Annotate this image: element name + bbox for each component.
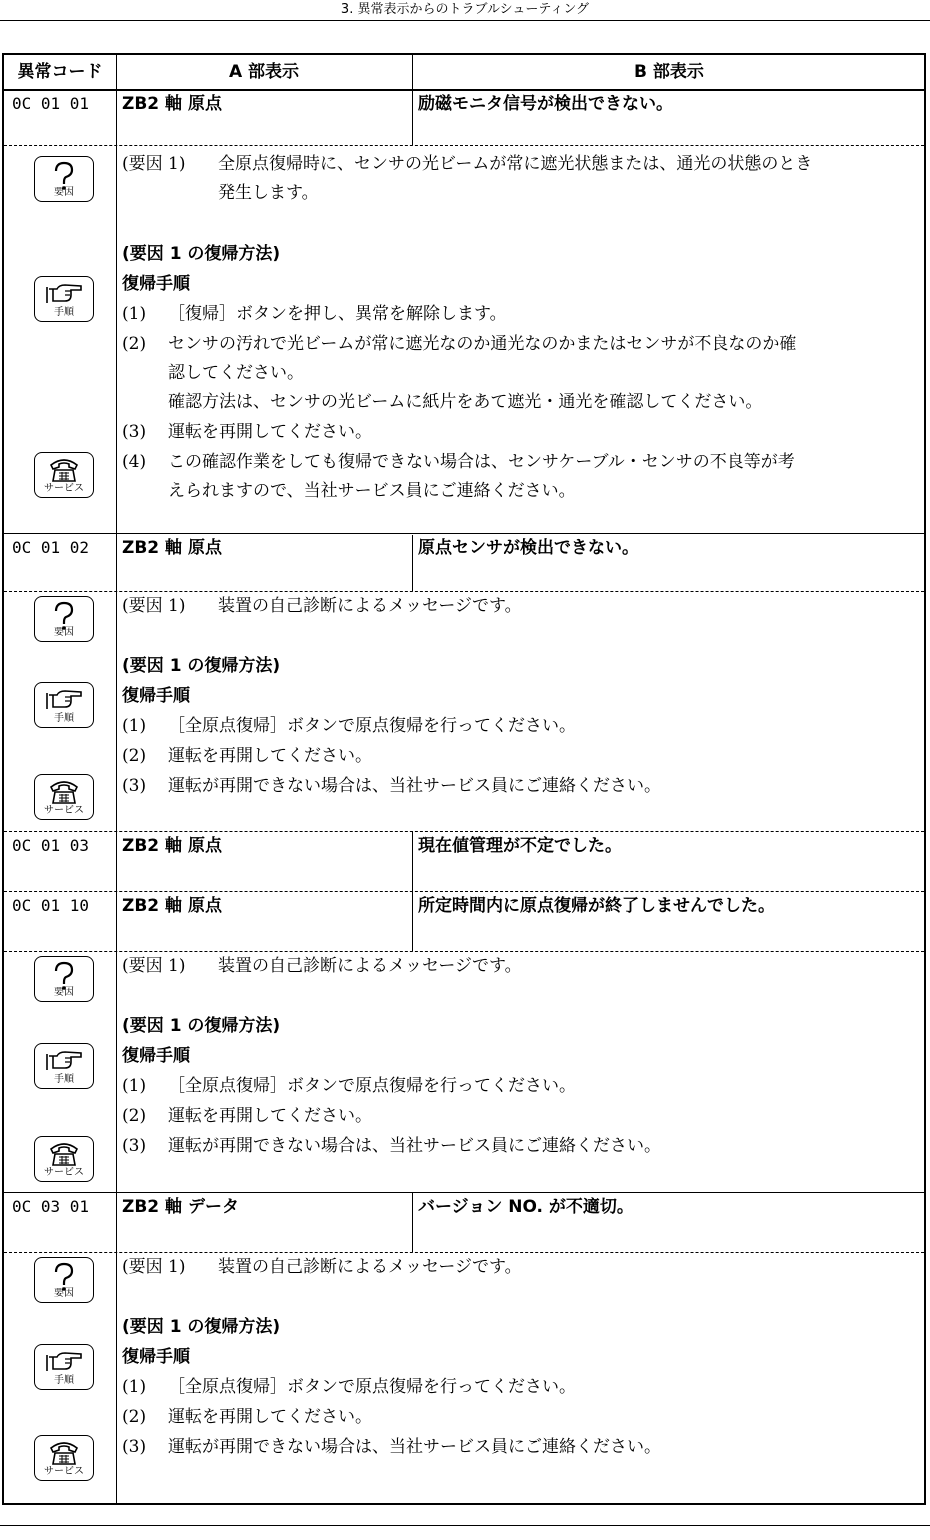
row-separator: [4, 1252, 924, 1253]
step-text: ［全原点復帰］ボタンで原点復帰を行ってください。: [168, 1377, 576, 1397]
a-display: ZB2 軸 原点: [122, 836, 222, 856]
step-number: (1): [122, 304, 147, 324]
step-text: 運転が再開できない場合は、当社サービス員にご連絡ください。: [168, 776, 661, 796]
cause-label: (要因 1): [122, 1257, 186, 1277]
row-separator: [4, 891, 924, 892]
column-divider-ab: [412, 1192, 413, 1252]
procedure-icon-label: 手順: [54, 713, 74, 724]
cause-text: 発生します。: [218, 183, 319, 203]
error-code: 0C 03 01: [12, 1197, 90, 1216]
procedure-heading: 復帰手順: [122, 1347, 190, 1367]
question-icon: [34, 596, 94, 642]
recovery-method-heading: (要因 1 の復帰方法): [122, 1317, 281, 1337]
row-separator: [4, 145, 924, 146]
procedure-heading: 復帰手順: [122, 1046, 190, 1066]
a-display: ZB2 軸 データ: [122, 1197, 239, 1217]
telephone-icon: [34, 774, 94, 820]
row-separator: [4, 591, 924, 592]
step-text: 認してください。: [168, 363, 304, 383]
column-divider-ab: [412, 535, 413, 591]
step-number: (4): [122, 452, 147, 472]
step-text: 運転を再開してください。: [168, 1407, 372, 1427]
error-code: 0C 01 01: [12, 94, 90, 113]
b-display: 所定時間内に原点復帰が終了しませんでした。: [418, 896, 775, 916]
header-rule: [0, 20, 930, 21]
pointing-hand-icon: [34, 1043, 94, 1089]
footer-rule: [0, 1525, 930, 1526]
telephone-icon: [34, 1435, 94, 1481]
b-display: 現在値管理が不定でした。: [418, 836, 622, 856]
step-text: 運転を再開してください。: [168, 1106, 372, 1126]
cause-text: 装置の自己診断によるメッセージです。: [218, 596, 522, 616]
cause-icon-label: 要因: [54, 1288, 74, 1299]
cause-label: (要因 1): [122, 154, 186, 174]
service-icon-label: サービス: [44, 1167, 84, 1178]
b-display: バージョン NO. が不適切。: [418, 1197, 634, 1217]
header-rule-bottom: [4, 89, 924, 91]
recovery-method-heading: (要因 1 の復帰方法): [122, 244, 281, 264]
step-number: (1): [122, 1377, 147, 1397]
step-number: (2): [122, 1407, 147, 1427]
step-number: (3): [122, 422, 147, 442]
cause-text: 装置の自己診断によるメッセージです。: [218, 1257, 522, 1277]
error-code-table: [2, 53, 926, 1505]
row-separator: [4, 533, 924, 534]
row-separator: [4, 831, 924, 832]
b-display: 励磁モニタ信号が検出できない。: [418, 94, 673, 114]
cause-label: (要因 1): [122, 596, 186, 616]
cause-text: 装置の自己診断によるメッセージです。: [218, 956, 522, 976]
procedure-heading: 復帰手順: [122, 686, 190, 706]
recovery-method-heading: (要因 1 の復帰方法): [122, 656, 281, 676]
step-text: 運転を再開してください。: [168, 746, 372, 766]
question-icon: [34, 956, 94, 1002]
error-code: 0C 01 10: [12, 896, 90, 915]
recovery-method-heading: (要因 1 の復帰方法): [122, 1016, 281, 1036]
step-text: ［復帰］ボタンを押し、異常を解除します。: [168, 304, 507, 324]
step-text: この確認作業をしても復帰できない場合は、センサケーブル・センサの不良等が考: [168, 452, 795, 472]
cause-icon-label: 要因: [54, 187, 74, 198]
step-number: (2): [122, 334, 147, 354]
cause-text: 全原点復帰時に、センサの光ビームが常に遮光状態または、通光の状態のとき: [218, 154, 813, 174]
step-text: 確認方法は、センサの光ビームに紙片をあて遮光・通光を確認してください。: [168, 392, 763, 412]
step-number: (3): [122, 1437, 147, 1457]
a-display: ZB2 軸 原点: [122, 538, 222, 558]
page-header: 3. 異常表示からのトラブルシューティング: [340, 2, 590, 17]
error-code: 0C 01 03: [12, 836, 90, 855]
question-icon: [34, 156, 94, 202]
step-text: ［全原点復帰］ボタンで原点復帰を行ってください。: [168, 716, 576, 736]
pointing-hand-icon: [34, 276, 94, 322]
header-b: B 部表示: [634, 62, 704, 82]
step-text: 運転を再開してください。: [168, 422, 372, 442]
step-number: (1): [122, 716, 147, 736]
b-display: 原点センサが検出できない。: [418, 538, 639, 558]
procedure-icon-label: 手順: [54, 1074, 74, 1085]
step-number: (2): [122, 1106, 147, 1126]
procedure-icon-label: 手順: [54, 1375, 74, 1386]
cause-label: (要因 1): [122, 956, 186, 976]
cause-icon-label: 要因: [54, 987, 74, 998]
row-separator: [4, 951, 924, 952]
cause-icon-label: 要因: [54, 627, 74, 638]
a-display: ZB2 軸 原点: [122, 896, 222, 916]
header-a: A 部表示: [228, 62, 300, 82]
procedure-icon-label: 手順: [54, 307, 74, 318]
pointing-hand-icon: [34, 1344, 94, 1390]
a-display: ZB2 軸 原点: [122, 94, 222, 114]
service-icon-label: サービス: [44, 1466, 84, 1477]
error-code: 0C 01 02: [12, 538, 90, 557]
telephone-icon: [34, 1136, 94, 1182]
step-text: 運転が再開できない場合は、当社サービス員にご連絡ください。: [168, 1437, 661, 1457]
step-text: 運転が再開できない場合は、当社サービス員にご連絡ください。: [168, 1136, 661, 1156]
step-text: センサの汚れで光ビームが常に遮光なのか通光なのかまたはセンサが不良なのか確: [168, 334, 797, 354]
step-number: (2): [122, 746, 147, 766]
question-icon: [34, 1257, 94, 1303]
service-icon-label: サービス: [44, 483, 84, 494]
row-separator: [4, 1192, 924, 1193]
step-number: (3): [122, 1136, 147, 1156]
column-divider-code: [116, 55, 117, 1503]
step-text: えられますので、当社サービス員にご連絡ください。: [168, 481, 576, 501]
procedure-heading: 復帰手順: [122, 274, 190, 294]
step-number: (1): [122, 1076, 147, 1096]
step-number: (3): [122, 776, 147, 796]
step-text: ［全原点復帰］ボタンで原点復帰を行ってください。: [168, 1076, 576, 1096]
pointing-hand-icon: [34, 682, 94, 728]
telephone-icon: [34, 452, 94, 498]
header-code: 異常コード: [17, 62, 103, 82]
service-icon-label: サービス: [44, 805, 84, 816]
